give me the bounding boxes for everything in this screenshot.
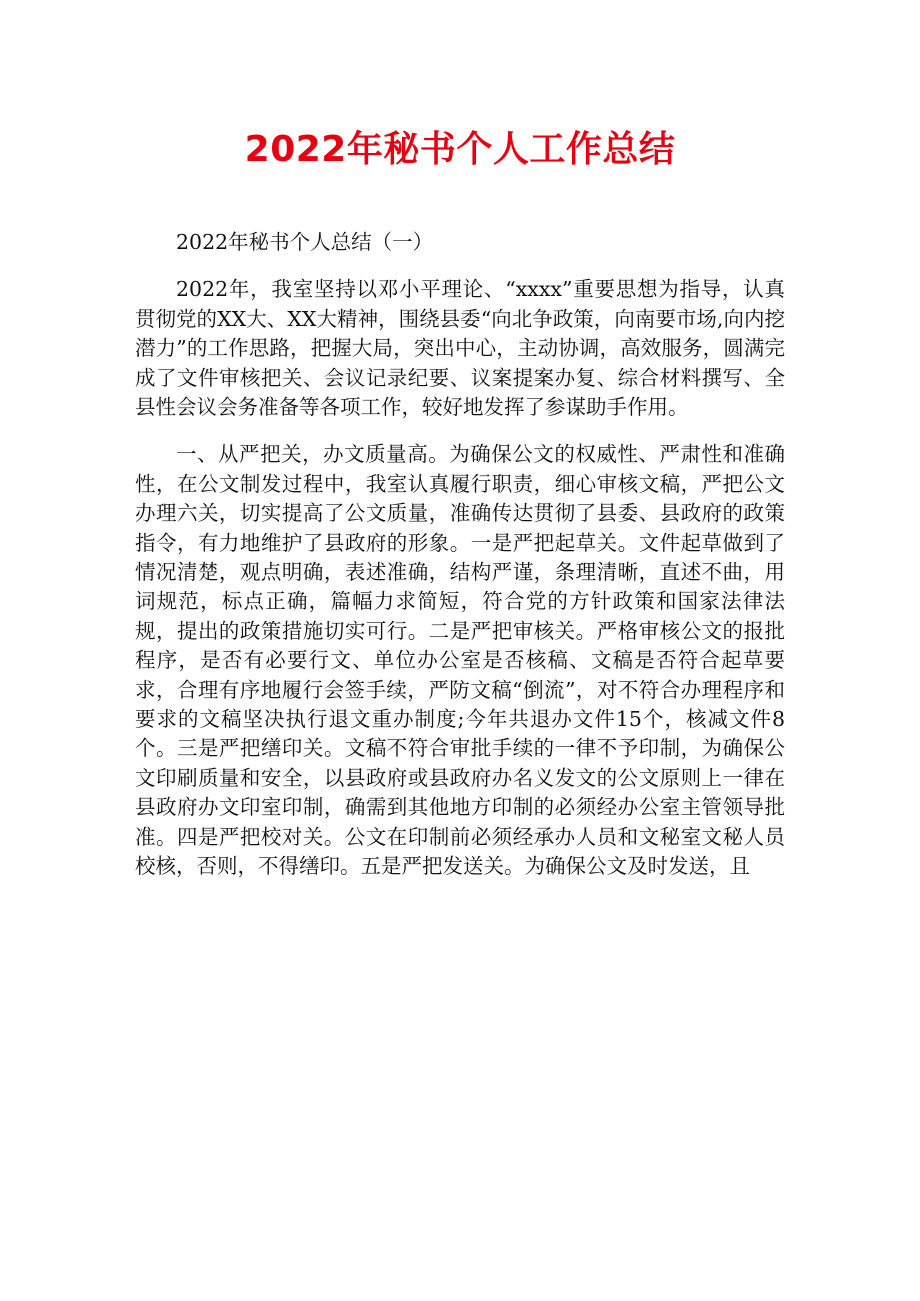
paragraph-section-one: 一、从严把关，办文质量高。为确保公文的权威性、严肃性和准确性，在公文制发过程中，我室认真履行职责，细心审核文稿，严把公文办理六关，切实提高了公文质量，准确传达贯彻了县委、县政府的政策指令，有力地维护了县政府的形象。一是严把起草关。文件起草做到了情况清楚，观点明确，表述准确，结构严谨，条理清晰，直述不曲，用词规范，标点正确，篇幅力求简短，符合党的方针政策和国家法律法规，提出的政策措施切实可行。二是严把审核关。严格审核公文的报批程序，是否有必要行文、单位办公室是否核稿、文稿是否符合起草要求，合理有序地履行会签手续，严防文稿“倒流”，对不符合办理程序和要求的文稿坚决执行退文重办制度;今年共退办文件15个，核减文件8个。三是严把缮印关。文稿不符合审批手续的一律不予印制，为确保公文印刷质量和安全，以县政府或县政府办名义发文的公文原则上一律在县政府办文印室印制，确需到其他地方印制的必须经办公室主管领导批准。四是严把校对关。公文在印制前必须经承办人员和文秘室文秘人员校核，否则，不得缮印。五是严把发送关。为确保公文及时发送，且	[135, 442, 785, 879]
section-heading: 2022年秘书个人总结（一）	[176, 230, 434, 254]
paragraph-intro: 2022年，我室坚持以邓小平理论、“xxxx”重要思想为指导，认真贯彻党的XX大、XX大精神，围绕县委“向北争政策，向南要市场,向内挖潜力”的工作思路，把握大局，突出中心，主动协调，高效服务，圆满完成了文件审核把关、会议记录纪要、议案提案办复、综合材料撰写、全县性会议会务准备等各项工作，较好地发挥了参谋助手作用。	[135, 277, 785, 420]
document-title: 2022年秘书个人工作总结	[244, 129, 676, 170]
document-body	[135, 228, 785, 882]
